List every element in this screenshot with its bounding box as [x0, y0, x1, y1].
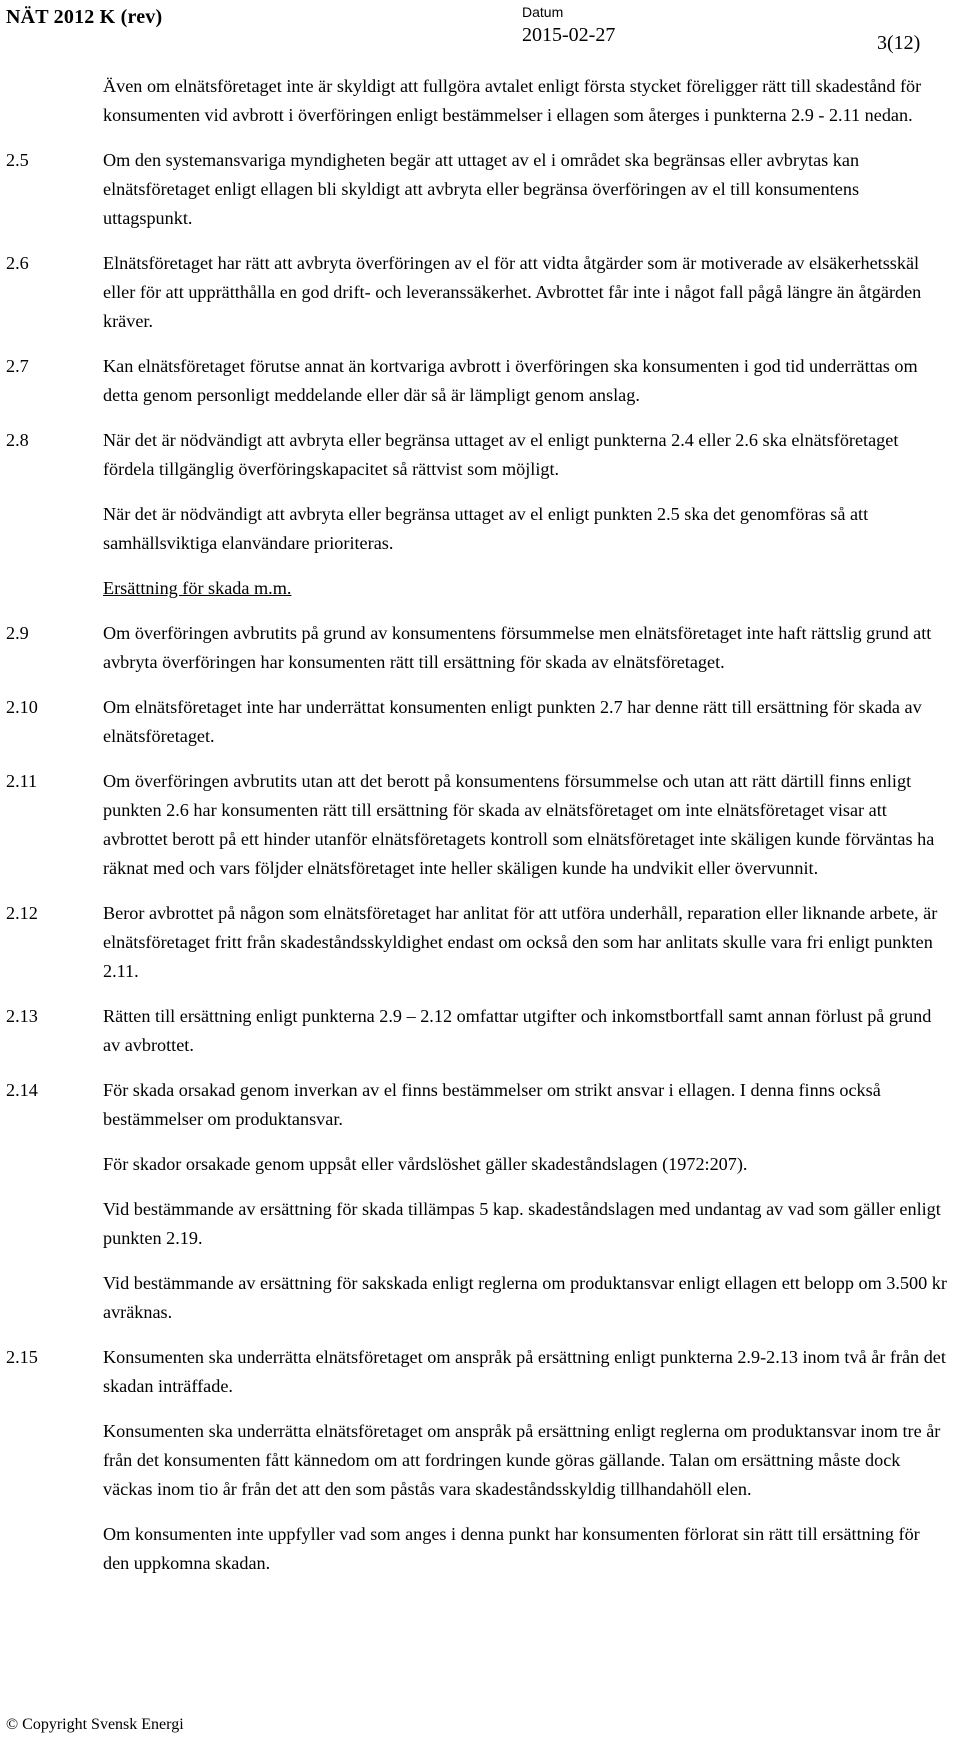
clause-paragraph — [0, 249, 960, 336]
clause-number: 2.10 — [6, 697, 38, 717]
clause-text: Om överföringen avbrutits utan att det berott på konsumentens försummelse och utan att rätt därtill finns enligt punkten 2.6 har konsumenten rätt till ersättning för skada av elnätsföretaget om inte elnätsföretaget visar att avbrottet berott på ett hinder utanför elnätsföretagets kontroll som elnätsföretaget inte skäligen kunde förväntas ha räknat med och vars följder elnätsföretaget inte heller skäligen kunde ha undvikit eller övervunnit. — [103, 771, 935, 878]
clause-paragraph — [0, 1520, 960, 1578]
section-heading: Ersättning för skada m.m. — [103, 578, 292, 598]
clause-text: För skador orsakade genom uppsåt eller vårdslöshet gäller skadeståndslagen (1972:207). — [103, 1154, 748, 1174]
clause-paragraph — [0, 574, 960, 603]
clause-number: 2.6 — [6, 253, 29, 273]
page-header — [0, 0, 960, 60]
document-body — [0, 72, 960, 1594]
clause-paragraph — [0, 899, 960, 986]
clause-number: 2.11 — [6, 771, 38, 791]
clause-paragraph — [0, 1417, 960, 1504]
clause-text: Konsumenten ska underrätta elnätsföretaget om anspråk på ersättning enligt punkterna 2.9-2.13 inom två år från det skadan inträffade. — [103, 1347, 946, 1396]
clause-paragraph — [0, 1343, 960, 1401]
clause-number: 2.14 — [6, 1080, 38, 1100]
copyright-footer: © Copyright Svensk Energi — [6, 1716, 184, 1733]
clause-paragraph — [0, 619, 960, 677]
clause-paragraph — [0, 352, 960, 410]
clause-text: Om överföringen avbrutits på grund av konsumentens försummelse men elnätsföretaget inte haft rättslig grund att avbryta överföringen har konsumenten rätt till ersättning för skada av elnätsföretaget. — [103, 623, 932, 672]
clause-number: 2.8 — [6, 430, 29, 450]
page-number: 3(12) — [877, 32, 921, 54]
clause-text: När det är nödvändigt att avbryta eller begränsa uttaget av el enligt punkterna 2.4 eller 2.6 ska elnätsföretaget fördela tillgänglig överföringskapacitet så rättvist som möjligt. — [103, 430, 899, 479]
date-label: Datum — [522, 4, 564, 20]
document-title: NÄT 2012 K (rev) — [6, 6, 163, 28]
clause-paragraph — [0, 146, 960, 233]
clause-paragraph — [0, 1150, 960, 1179]
clause-text: Även om elnätsföretaget inte är skyldigt att fullgöra avtalet enligt första stycket föreligger rätt till skadestånd för konsumenten vid avbrott i överföringen enligt bestämmelser i ellagen som återges i punkterna 2.9 - 2.11 nedan. — [103, 76, 922, 125]
clause-text: Vid bestämmande av ersättning för sakskada enligt reglerna om produktansvar enligt ellagen ett belopp om 3.500 kr avräknas. — [103, 1273, 947, 1322]
clause-paragraph — [0, 767, 960, 883]
clause-text: Om konsumenten inte uppfyller vad som anges i denna punkt har konsumenten förlorat sin rätt till ersättning för den uppkomna skadan. — [103, 1524, 920, 1573]
clause-number: 2.12 — [6, 903, 38, 923]
clause-paragraph — [0, 693, 960, 751]
clause-text: Om den systemansvariga myndigheten begär att uttaget av el i området ska begränsas eller avbrytas kan elnätsföretaget enligt ellagen bli skyldigt att avbryta eller begränsa överföringen av el till konsumentens uttagspunkt. — [103, 150, 860, 228]
clause-text: När det är nödvändigt att avbryta eller begränsa uttaget av el enligt punkten 2.5 ska det genomföras så att samhällsviktiga elanvändare prioriteras. — [103, 504, 869, 553]
clause-number: 2.9 — [6, 623, 29, 643]
clause-paragraph — [0, 72, 960, 130]
clause-text: Beror avbrottet på någon som elnätsföretaget har anlitat för att utföra underhåll, reparation eller liknande arbete, är elnätsföretaget fritt från skadeståndsskyldighet endast om också den som har anlitats skulle vara fri enligt punkten 2.11. — [103, 903, 938, 981]
clause-text: Kan elnätsföretaget förutse annat än kortvariga avbrott i överföringen ska konsumenten i god tid underrättas om detta genom personligt meddelande eller där så är lämpligt genom anslag. — [103, 356, 918, 405]
clause-text: Elnätsföretaget har rätt att avbryta överföringen av el för att vidta åtgärder som är motiverade av elsäkerhetsskäl eller för att upprätthålla en god drift- och leveranssäkerhet. Avbrottet får inte i något fall pågå längre än åtgärden kräver. — [103, 253, 922, 331]
clause-paragraph — [0, 1195, 960, 1253]
date-value: 2015-02-27 — [522, 24, 616, 46]
clause-number: 2.15 — [6, 1347, 38, 1367]
clause-paragraph — [0, 1002, 960, 1060]
clause-number: 2.5 — [6, 150, 29, 170]
clause-paragraph — [0, 1269, 960, 1327]
clause-paragraph — [0, 426, 960, 484]
clause-text: Konsumenten ska underrätta elnätsföretaget om anspråk på ersättning enligt reglerna om produktansvar inom tre år från det konsumenten fått kännedom om att fordringen kunde göras gällande. Talan om ersättning måste dock väckas inom tio år från det att den som påstås vara skadeståndsskyldig tillhandahöll elen. — [103, 1421, 941, 1499]
clause-text: För skada orsakad genom inverkan av el finns bestämmelser om strikt ansvar i ellagen. I denna finns också bestämmelser om produktansvar. — [103, 1080, 881, 1129]
clause-text: Om elnätsföretaget inte har underrättat konsumenten enligt punkten 2.7 har denne rätt till ersättning för skada av elnätsföretaget. — [103, 697, 922, 746]
clause-text: Rätten till ersättning enligt punkterna 2.9 – 2.12 omfattar utgifter och inkomstbortfall samt annan förlust på grund av avbrottet. — [103, 1006, 932, 1055]
clause-paragraph — [0, 500, 960, 558]
clause-number: 2.13 — [6, 1006, 38, 1026]
clause-number: 2.7 — [6, 356, 29, 376]
clause-paragraph — [0, 1076, 960, 1134]
clause-text: Vid bestämmande av ersättning för skada tillämpas 5 kap. skadeståndslagen med undantag av vad som gäller enligt punkten 2.19. — [103, 1199, 941, 1248]
